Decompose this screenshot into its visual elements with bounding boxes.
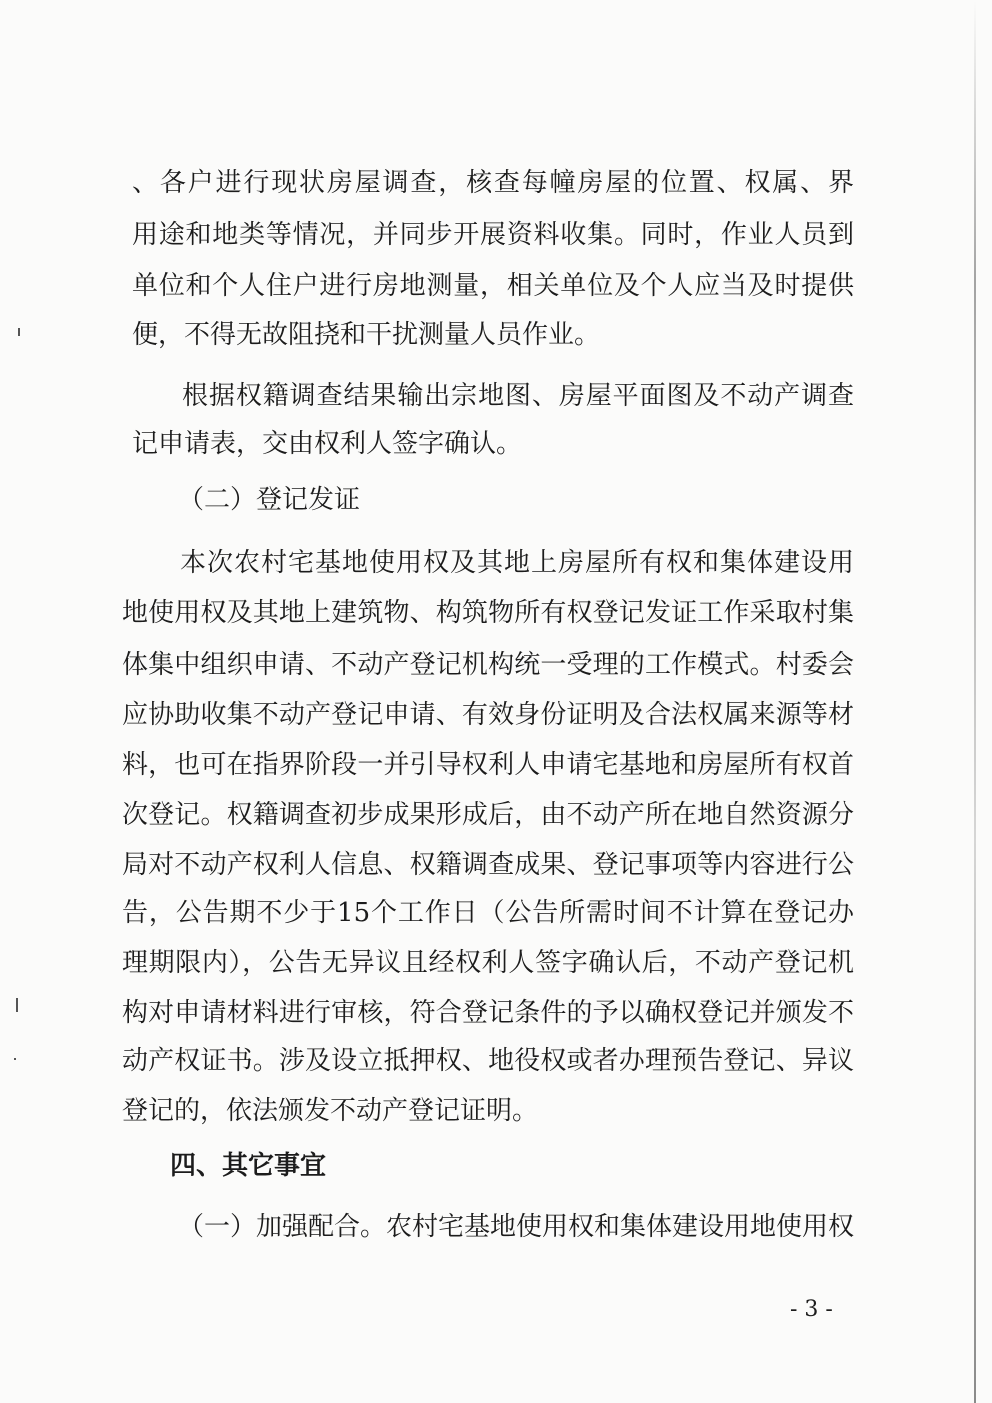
paragraph-line: 地使用权及其地上建筑物、构筑物所有权登记发证工作采取村集 xyxy=(122,598,854,628)
text-line xyxy=(0,263,992,309)
paragraph-line: 单位和个人住户进行房地测量，相关单位及个人应当及时提供 xyxy=(132,271,854,301)
text-line xyxy=(0,312,992,358)
text-line xyxy=(0,540,992,586)
section-heading: 四、其它事宜 xyxy=(170,1151,327,1181)
paragraph-line: 理期限内），公告无异议且经权利人签字确认后，不动产登记机 xyxy=(122,948,854,978)
paragraph-line: 构对申请材料进行审核，符合登记条件的予以确权登记并颁发不 xyxy=(122,998,854,1028)
text-line xyxy=(0,1038,992,1084)
paragraph-line: 局对不动产权利人信息、权籍调查成果、登记事项等内容进行公 xyxy=(122,850,854,880)
scan-speck xyxy=(18,328,20,336)
text-line xyxy=(0,421,992,467)
paragraph-line: 料，也可在指界阶段一并引导权利人申请宅基地和房屋所有权首 xyxy=(122,750,854,780)
subheading: （二）登记发证 xyxy=(178,485,361,515)
text-line xyxy=(0,373,992,419)
paragraph-line: 体集中组织申请、不动产登记机构统一受理的工作模式。村委会 xyxy=(122,650,854,680)
paragraph-line: 记申请表，交由权利人签字确认。 xyxy=(132,429,523,459)
text-line xyxy=(0,842,992,888)
paragraph-line: 、各户进行现状房屋调查，核查每幢房屋的位置、权属、界 xyxy=(132,168,854,198)
paragraph-line: （一）加强配合。农村宅基地使用权和集体建设用地使用权 xyxy=(178,1212,854,1242)
text-line xyxy=(0,477,992,523)
paragraph-line: 根据权籍调查结果输出宗地图、房屋平面图及不动产调查 xyxy=(182,381,854,411)
paragraph-line: 本次农村宅基地使用权及其地上房屋所有权和集体建设用 xyxy=(180,548,854,578)
text-line xyxy=(0,160,992,206)
text-line xyxy=(0,1204,992,1250)
paragraph-line: 告，公告期不少于15个工作日（公告所需时间不计算在登记办 xyxy=(122,898,854,928)
text-line xyxy=(0,890,992,936)
text-line xyxy=(0,590,992,636)
scan-speck xyxy=(14,1058,16,1060)
text-line xyxy=(0,1143,992,1189)
text-line xyxy=(0,742,992,788)
paragraph-line: 用途和地类等情况，并同步开展资料收集。同时，作业人员到 xyxy=(132,220,854,250)
paragraph-line: 应协助收集不动产登记申请、有效身份证明及合法权属来源等材 xyxy=(122,700,854,730)
text-line xyxy=(0,692,992,738)
scan-edge-line xyxy=(974,0,976,1403)
page-number: - 3 - xyxy=(790,1297,833,1322)
text-line xyxy=(0,1088,992,1134)
text-line xyxy=(0,642,992,688)
text-line xyxy=(0,990,992,1036)
scan-speck xyxy=(16,998,18,1012)
text-line xyxy=(0,940,992,986)
paragraph-line: 次登记。权籍调查初步成果形成后，由不动产所在地自然资源分 xyxy=(122,800,854,830)
paragraph-line: 便，不得无故阻挠和干扰测量人员作业。 xyxy=(132,320,601,350)
paragraph-line: 登记的，依法颁发不动产登记证明。 xyxy=(122,1096,539,1126)
text-line xyxy=(0,212,992,258)
text-line xyxy=(0,792,992,838)
paragraph-line: 动产权证书。涉及设立抵押权、地役权或者办理预告登记、异议 xyxy=(122,1046,854,1076)
